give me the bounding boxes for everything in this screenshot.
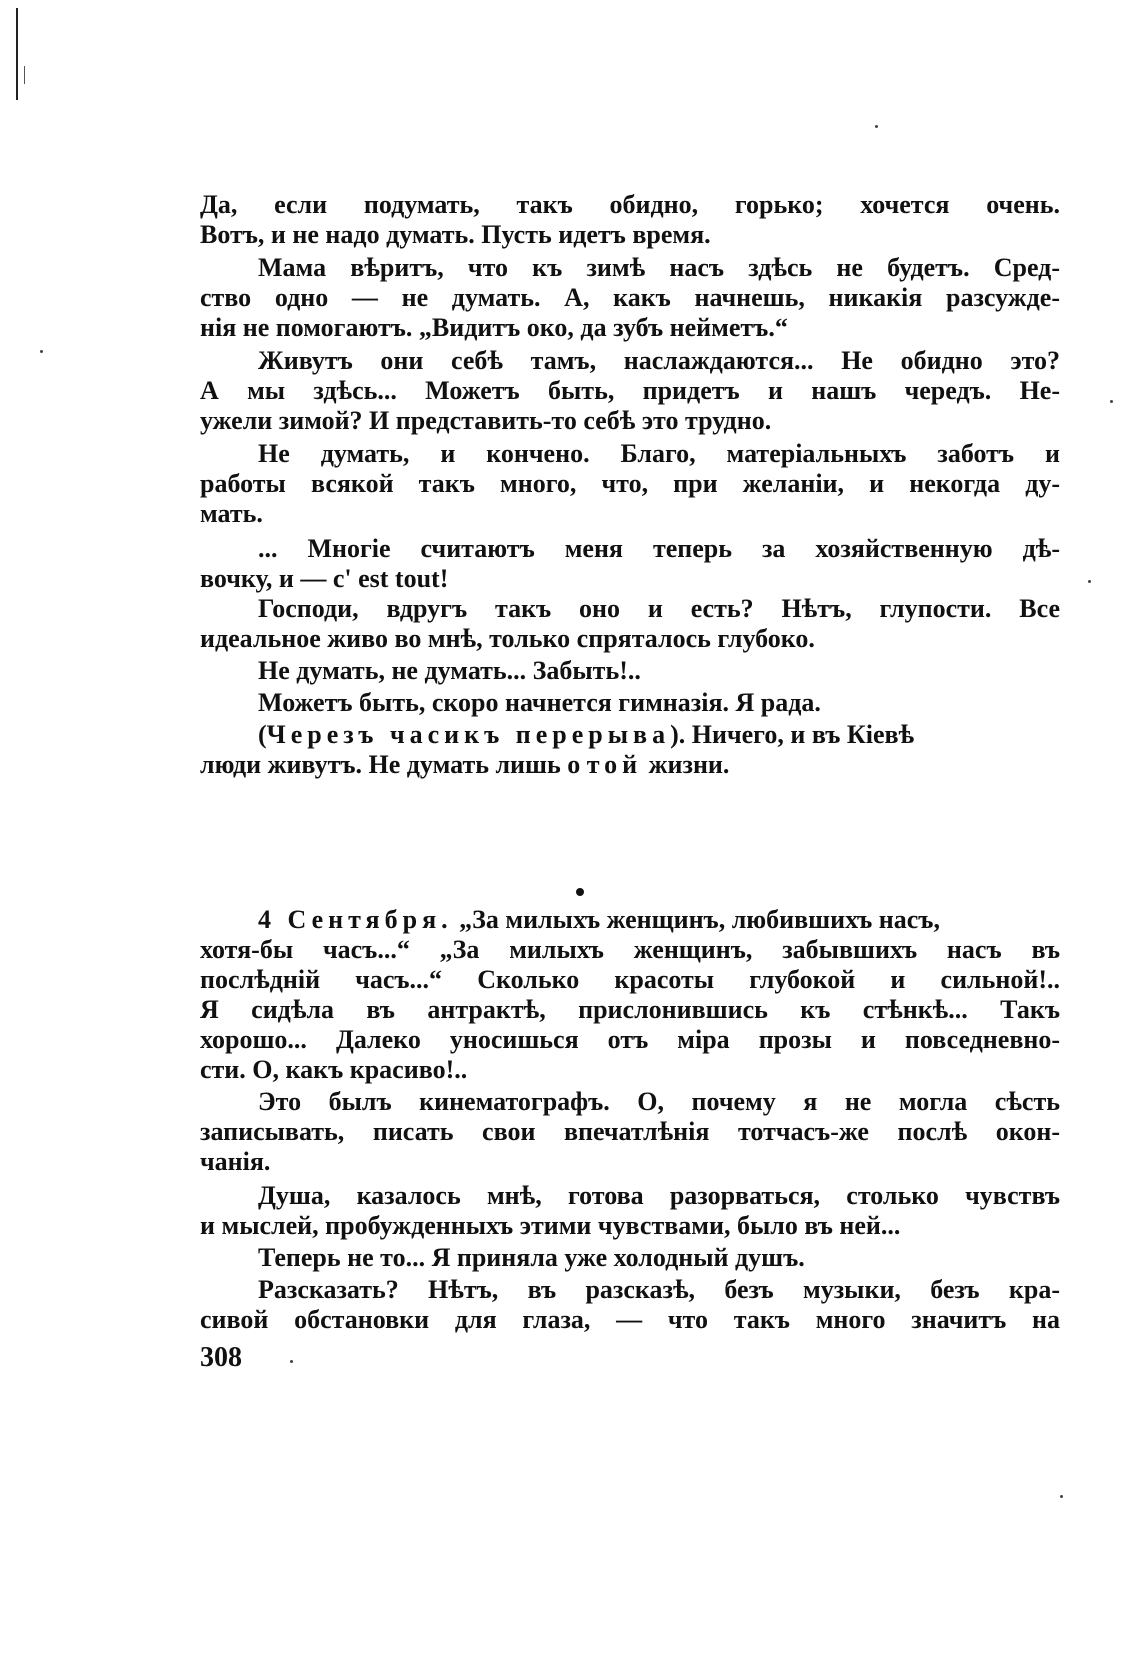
page-number: 308 — [200, 1342, 242, 1373]
text-line: ... Многіе считаютъ меня теперь за хозяйственную дѣ- — [258, 534, 1060, 563]
page-edge-mark — [24, 66, 25, 84]
text-fragment: люди живутъ. Не думать лишь о — [200, 750, 587, 779]
text-line: Разсказать? Нѣтъ, въ разсказѣ, безъ музыки, безъ кра- — [258, 1275, 1060, 1304]
text-fragment: ( — [258, 720, 267, 749]
ink-speck — [1110, 400, 1113, 403]
text-line: послѣдній часъ...“ Сколько красоты глубокой и сильной!.. — [200, 965, 1060, 994]
text-line: работы всякой такъ много, что, при желаніи, и некогда ду- — [200, 469, 1060, 498]
text-fragment: „За милыхъ женщинъ, любившихъ насъ, — [452, 905, 940, 934]
ink-speck — [875, 125, 878, 128]
text-line: Я сидѣла въ антрактѣ, прислонившись къ стѣнкѣ... Такъ — [200, 995, 1060, 1024]
ink-speck — [290, 1360, 293, 1363]
entry-date: 4 Сентября. — [258, 905, 453, 934]
text-line: нія не помогаютъ. „Видитъ око, да зубъ нейметъ.“ — [200, 313, 788, 342]
text-line: Да, если подумать, такъ обидно, горько; хочется очень. — [200, 190, 1060, 219]
spaced-text: той — [586, 750, 643, 779]
ink-speck — [1088, 580, 1091, 583]
text-line — [200, 720, 1060, 750]
text-fragment: жизни. — [642, 750, 730, 779]
text-line: хорошо... Далеко уносишься отъ міра прозы и повседневно- — [200, 1025, 1060, 1054]
text-line: записывать, писать свои впечатлѣнія тотчасъ-же послѣ окон- — [200, 1117, 1060, 1146]
section-divider-dot — [576, 888, 584, 896]
text-line: сти. О, какъ красиво!.. — [200, 1055, 468, 1084]
text-line: Не думать, и кончено. Благо, матеріальныхъ заботъ и — [258, 439, 1060, 468]
text-line — [200, 750, 1060, 780]
text-line: Вотъ, и не надо думать. Пусть идетъ время. — [200, 220, 711, 249]
text-fragment: ). Ничего, и въ Кіевѣ — [670, 720, 915, 749]
text-line: ужели зимой? И представить-то себѣ это трудно. — [200, 406, 772, 435]
text-line: ство одно — не думать. А, какъ начнешь, никакія разсужде- — [200, 283, 1060, 312]
text-line: идеальное живо во мнѣ, только спряталось глубоко. — [200, 624, 815, 653]
text-line: Господи, вдругъ такъ оно и есть? Нѣтъ, глупости. Все — [258, 594, 1060, 623]
text-line: Теперь не то... Я приняла уже холодный душъ. — [258, 1243, 805, 1272]
text-line: сивой обстановки для глаза, — что такъ много значитъ на — [200, 1305, 1060, 1334]
text-line: А мы здѣсь... Можетъ быть, придетъ и нашъ чередъ. Не- — [200, 376, 1060, 405]
text-line: Мама вѣритъ, что къ зимѣ насъ здѣсь не будетъ. Сред- — [258, 253, 1060, 282]
text-line: чанія. — [200, 1147, 271, 1176]
text-line: Это былъ кинематографъ. О, почему я не могла сѣсть — [258, 1087, 1060, 1116]
ink-speck — [40, 350, 43, 353]
text-line: и мыслей, пробужденныхъ этими чувствами, было въ ней... — [200, 1211, 901, 1240]
text-line — [200, 905, 1060, 935]
page-edge-line — [16, 8, 18, 100]
text-line: вочку, и — c' est tout! — [200, 564, 449, 593]
text-line: Можетъ быть, скоро начнется гимназія. Я рада. — [258, 688, 821, 717]
text-line: Не думать, не думать... Забыть!.. — [258, 656, 641, 685]
ink-speck — [1060, 1495, 1063, 1498]
spaced-text: Черезъ часикъ перерыва — [266, 720, 671, 749]
text-line: Душа, казалось мнѣ, готова разорваться, столько чувствъ — [258, 1181, 1060, 1210]
text-line: мать. — [200, 499, 263, 528]
text-line: Живутъ они себѣ тамъ, наслаждаются... Не обидно это? — [258, 346, 1060, 375]
text-line: хотя-бы часъ...“ „За милыхъ женщинъ, забывшихъ насъ въ — [200, 935, 1060, 964]
